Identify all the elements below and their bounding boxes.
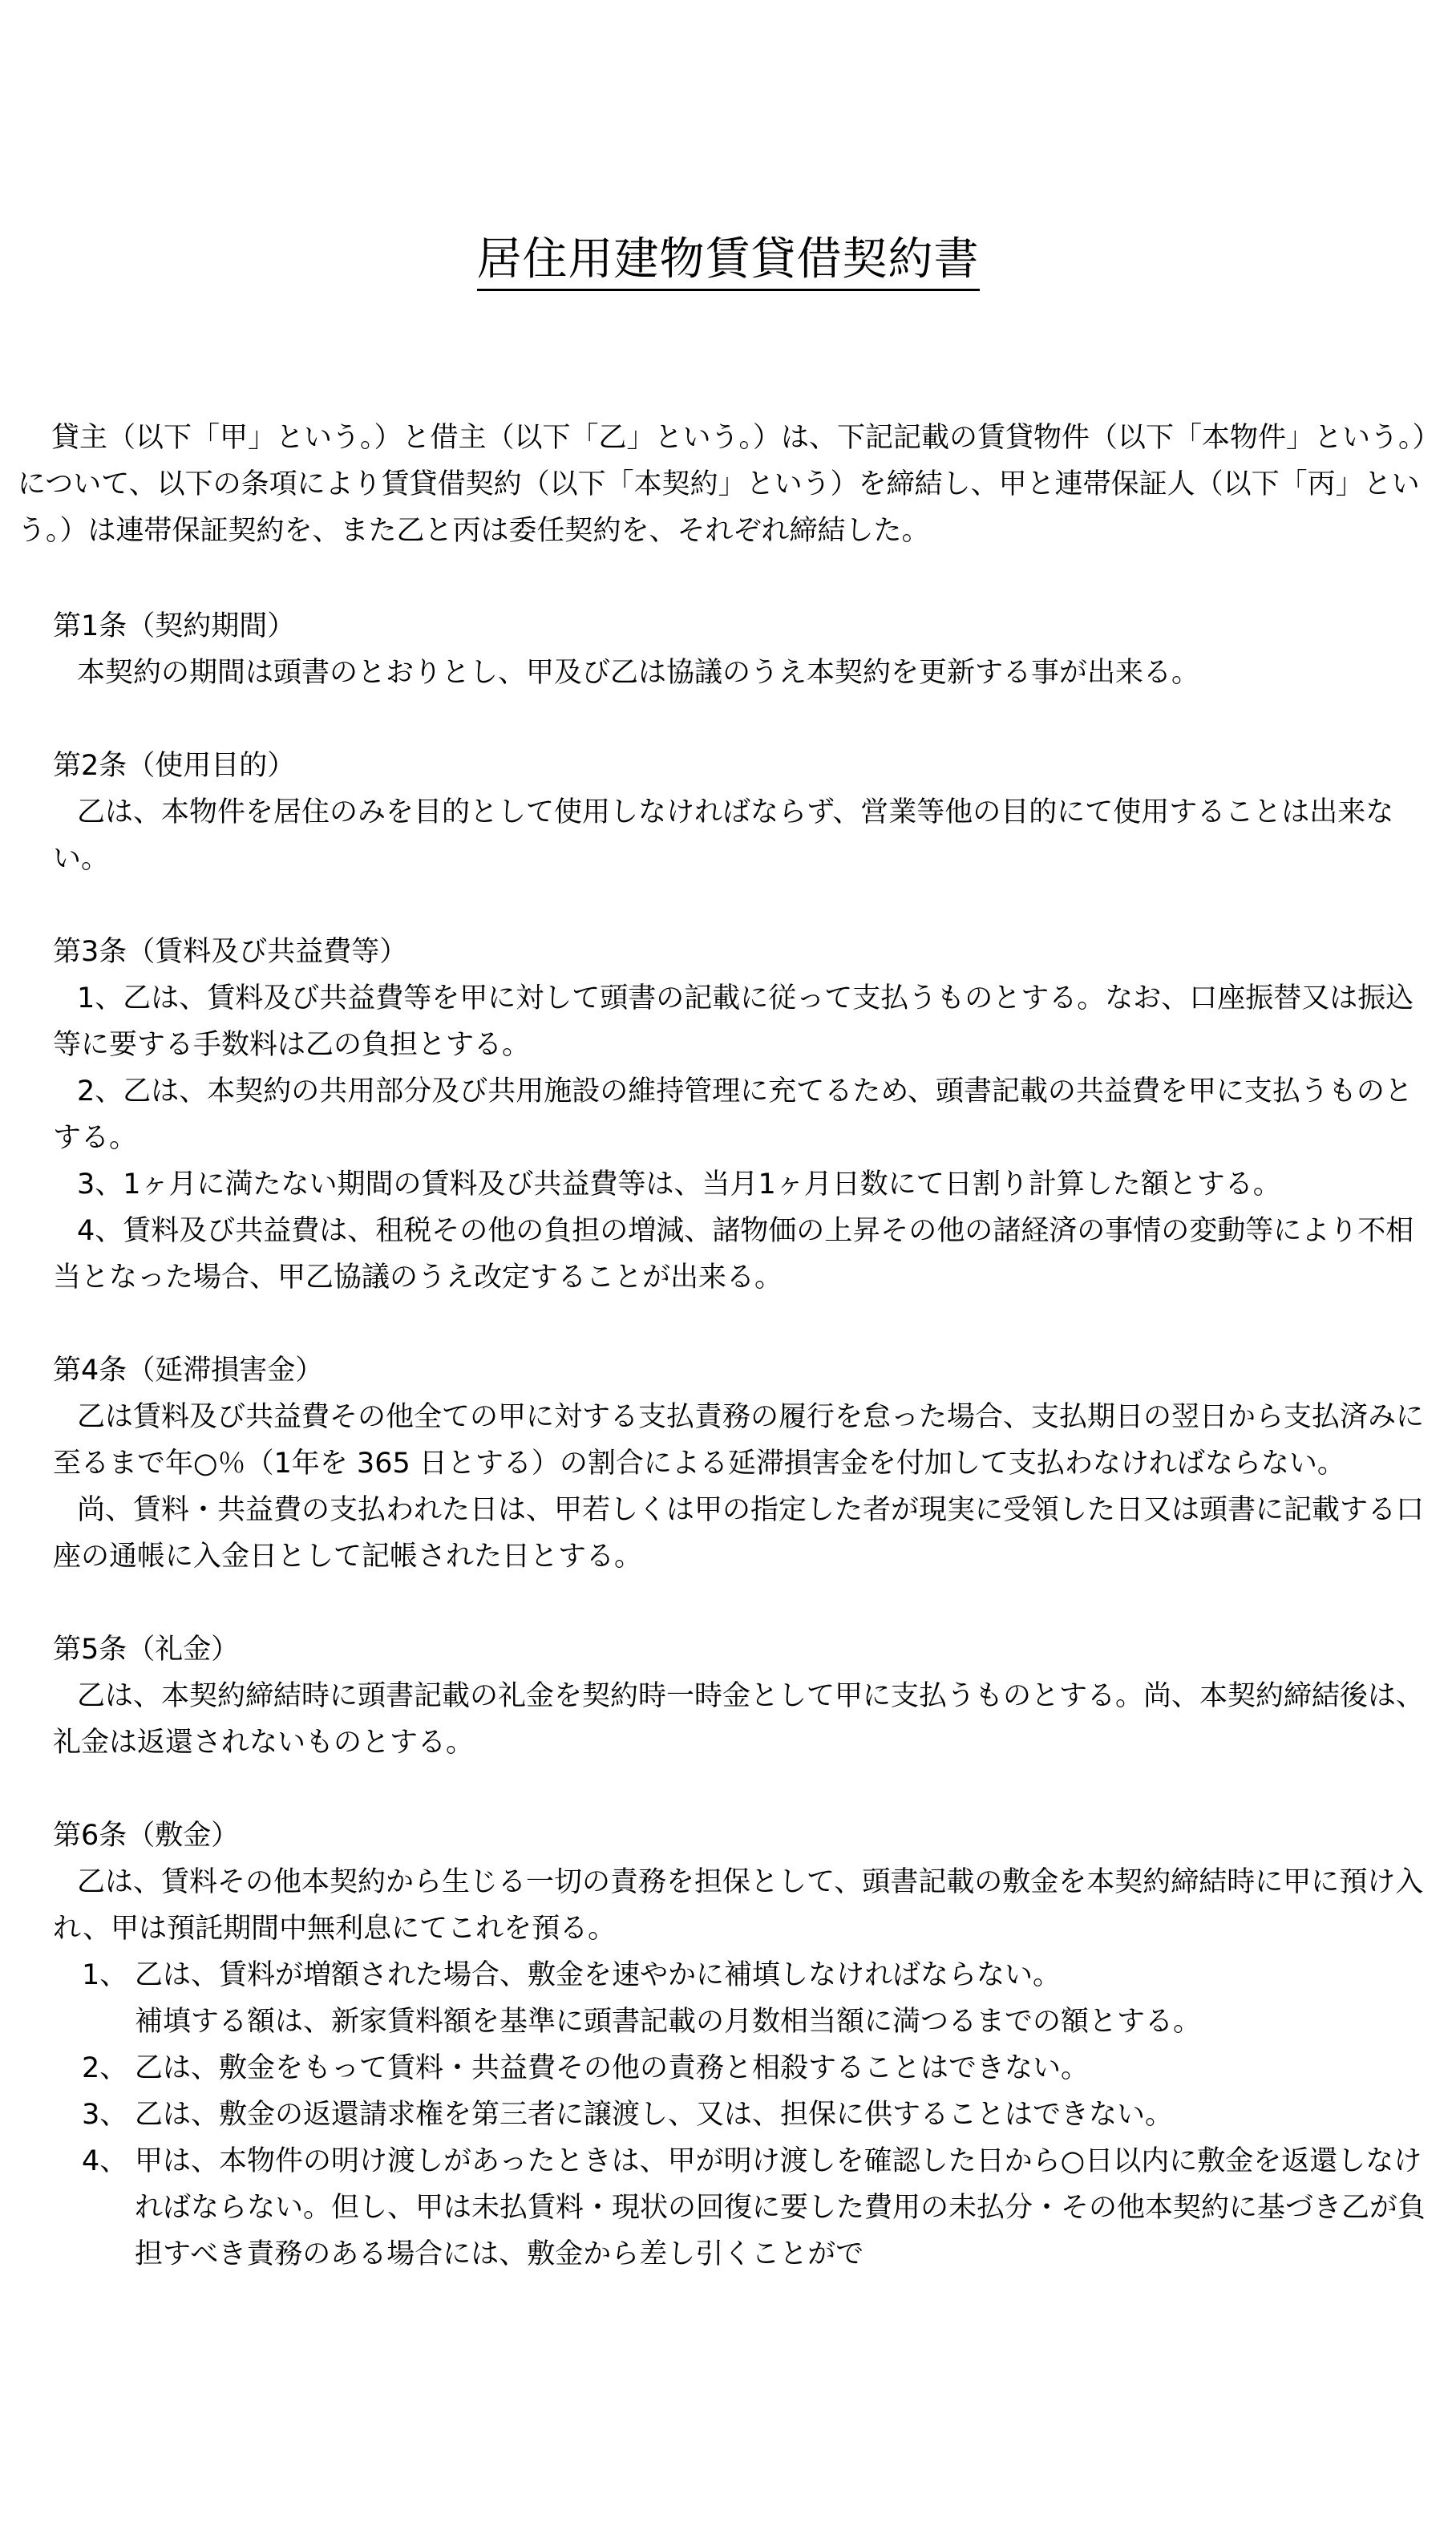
article-4 <box>53 1347 1429 1580</box>
document-title <box>0 231 1456 289</box>
article-item: 2、乙は、本契約の共用部分及び共用施設の維持管理に充てるため、頭書記載の共益費を甲に支払うものとする。 <box>53 1075 1413 1154</box>
article-text-2: 尚、賃料・共益費の支払われた日は、甲若しくは甲の指定した者が現実に受領した日又は頭書に記載する口座の通帳に入金日として記帳された日とする。 <box>53 1494 1425 1573</box>
article-heading: 第2条（使用目的） <box>53 750 296 782</box>
item-text: 乙は、賃料が増額された場合、敷金を速やかに補填しなければならない。 <box>135 1959 1062 1991</box>
item-number: 4、 <box>82 2145 128 2177</box>
article-item: 1、乙は、賃料及び共益費等を甲に対して頭書の記載に従って支払うものとする。なお、口座振替又は振込等に要する手数料は乙の負担とする。 <box>53 982 1414 1061</box>
document-title-text: 居住用建物賃貸借契約書 <box>477 233 980 291</box>
numbered-item <box>53 2138 1429 2278</box>
item-number: 1、 <box>82 1959 128 1991</box>
article-2 <box>53 743 1429 882</box>
article-text: 本契約の期間は頭書のとおりとし、甲及び乙は協議のうえ本契約を更新する事が出来る。 <box>77 657 1200 689</box>
article-heading: 第1条（契約期間） <box>53 610 296 642</box>
preamble: 貸主（以下「甲」という。）と借主（以下「乙」という。）は、下記記載の賃貸物件（以下「本物件」という。）について、以下の条項により賃貸借契約（以下「本契約」という）を締結し、甲と連帯保証人（以下「丙」という。）は連帯保証契約を、また乙と丙は委任契約を、それぞれ締結した。 <box>18 422 1427 547</box>
numbered-item <box>53 2092 1429 2138</box>
item-text: 乙は、敷金の返還請求権を第三者に譲渡し、又は、担保に供することはできない。 <box>135 2099 1174 2131</box>
numbered-item <box>53 2045 1429 2092</box>
article-text: 乙は賃料及び共益費その他全ての甲に対する支払責務の履行を怠った場合、支払期日の翌日から支払済みに至るまで年○％（1年を 365 日とする）の割合による延滞損害金を付加して支払わなければならない。 <box>53 1401 1425 1480</box>
article-6 <box>53 1812 1429 2278</box>
article-item: 4、賃料及び共益費は、租税その他の負担の増減、諸物価の上昇その他の諸経済の事情の変動等により不相当となった場合、甲乙協議のうえ改定することが出来る。 <box>53 1215 1414 1294</box>
articles <box>53 603 1429 2324</box>
numbered-item <box>53 1952 1429 2045</box>
article-text: 乙は、本物件を居住のみを目的として使用しなければならず、営業等他の目的にて使用することは出来ない。 <box>53 796 1394 875</box>
article-item: 3、1ヶ月に満たない期間の賃料及び共益費等は、当月1ヶ月日数にて日割り計算した額とする。 <box>77 1168 1281 1201</box>
article-5 <box>53 1626 1429 1766</box>
article-text: 乙は、本契約締結時に頭書記載の礼金を契約時一時金として甲に支払うものとする。尚、本契約締結後は、礼金は返還されないものとする。 <box>53 1680 1425 1759</box>
article-heading: 第5条（礼金） <box>53 1634 240 1666</box>
item-number: 2、 <box>82 2052 128 2084</box>
article-1 <box>53 603 1429 696</box>
article-heading: 第6条（敷金） <box>53 1820 240 1852</box>
article-heading: 第3条（賃料及び共益費等） <box>53 936 408 968</box>
item-number: 3、 <box>82 2099 128 2131</box>
article-text: 乙は、賃料その他本契約から生じる一切の責務を担保として、頭書記載の敷金を本契約締結時に甲に預け入れ、甲は預託期間中無利息にてこれを預る。 <box>53 1866 1424 1945</box>
article-heading: 第4条（延滞損害金） <box>53 1355 324 1387</box>
item-text: 乙は、敷金をもって賃料・共益費その他の責務と相殺することはできない。 <box>135 2052 1090 2084</box>
item-subtext: 補填する額は、新家賃料額を基準に頭書記載の月数相当額に満つるまでの額とする。 <box>135 2006 1202 2038</box>
article-3 <box>53 929 1429 1301</box>
item-text: 甲は、本物件の明け渡しがあったときは、甲が明け渡しを確認した日から○日以内に敷金を返還しなければならない。但し、甲は未払賃料・現状の回復に要した費用の未払分・その他本契約に基づき乙が負担すべき責務のある場合には、敷金から差し引くことがで <box>135 2145 1426 2270</box>
